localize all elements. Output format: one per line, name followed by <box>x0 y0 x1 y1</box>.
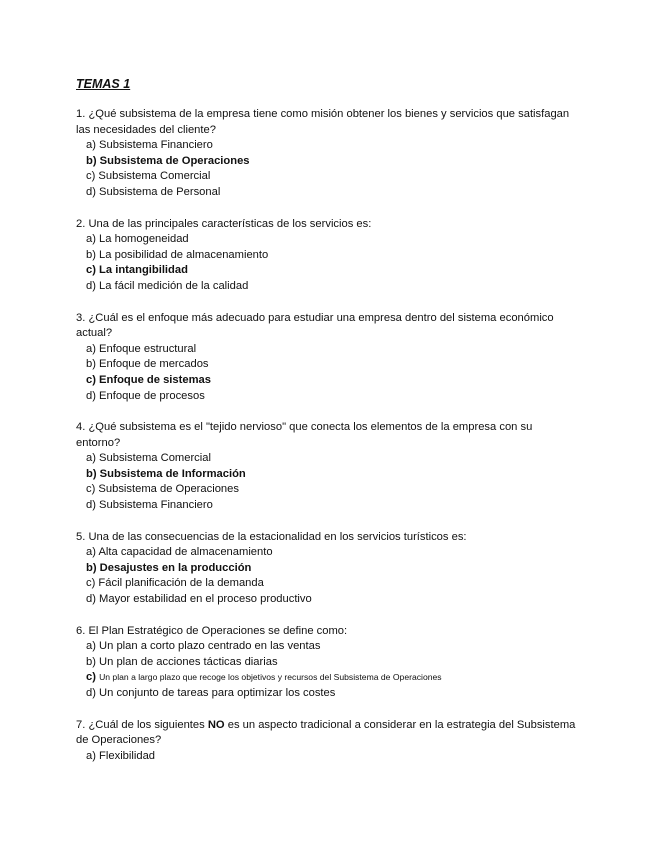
answer-option: a) Flexibilidad <box>86 749 156 762</box>
answer-option-correct: c) La intangibilidad <box>86 264 188 277</box>
question-text: 6. El Plan Estratégico de Operaciones se define como: <box>76 624 348 637</box>
answer-option: c) Subsistema Comercial <box>86 170 211 183</box>
question-text-part: es un aspecto tradicional a considerar en la estrategia del Subsistema de Operaciones? <box>76 718 576 747</box>
question-text-part: 7. ¿Cuál de los siguientes <box>76 718 208 731</box>
question-text <box>76 718 576 749</box>
answer-option: a) Un plan a corto plazo centrado en las ventas <box>86 640 321 653</box>
answer-option: d) Un conjunto de tareas para optimizar los costes <box>86 687 336 699</box>
answer-option: d) Subsistema de Personal <box>86 185 221 198</box>
answer-option: a) Subsistema Comercial <box>86 452 211 465</box>
answer-options <box>76 639 576 701</box>
question-text: 1. ¿Qué subsistema de la empresa tiene como misión obtener los bienes y servicios que satisfagan las necesidades del cliente? <box>76 108 570 136</box>
answer-option: c) Subsistema de Operaciones <box>86 483 239 496</box>
question-text: 3. ¿Cuál es el enfoque más adecuado para estudiar una empresa dentro del sistema económico actual? <box>76 311 554 340</box>
answer-options <box>76 545 576 607</box>
answer-option: a) Enfoque estructural <box>86 342 197 355</box>
answer-options <box>76 749 576 765</box>
question-1 <box>76 107 576 201</box>
question-text: 5. Una de las consecuencias de la estacionalidad en los servicios turísticos es: <box>76 530 467 543</box>
question-6 <box>76 624 576 702</box>
answer-option-correct: b) Subsistema de Información <box>86 467 246 480</box>
answer-option-correct <box>86 670 576 686</box>
answer-options <box>76 232 576 294</box>
answer-options <box>76 342 576 404</box>
answer-options <box>76 451 576 513</box>
answer-option: c) Fácil planificación de la demanda <box>86 577 264 590</box>
answer-option: d) La fácil medición de la calidad <box>86 279 249 292</box>
document-page <box>76 76 576 780</box>
answer-option-correct: b) Subsistema de Operaciones <box>86 154 250 167</box>
document-heading: TEMAS 1 <box>76 77 131 91</box>
answer-option: d) Subsistema Financiero <box>86 499 213 512</box>
answer-option: b) Enfoque de mercados <box>86 358 209 371</box>
answer-option: b) Un plan de acciones tácticas diarias <box>86 655 278 668</box>
answer-option-correct: c) Enfoque de sistemas <box>86 373 211 386</box>
answer-option-correct: b) Desajustes en la producción <box>86 561 252 574</box>
question-3 <box>76 311 576 405</box>
answer-text: Un plan a largo plazo que recoge los objetivos y recursos del Subsistema de Operaciones <box>99 672 442 683</box>
question-7 <box>76 718 576 765</box>
answer-option: a) Subsistema Financiero <box>86 139 213 152</box>
answer-letter: c) <box>86 671 96 684</box>
answer-option: d) Enfoque de procesos <box>86 389 205 402</box>
question-text-emphasis: NO <box>207 718 225 731</box>
question-4 <box>76 420 576 514</box>
answer-option: a) La homogeneidad <box>86 233 189 246</box>
answer-option: d) Mayor estabilidad en el proceso productivo <box>86 593 312 606</box>
question-text: 4. ¿Qué subsistema es el "tejido nervioso" que conecta los elementos de la empresa con su entorno? <box>76 421 533 449</box>
answer-option: b) La posibilidad de almacenamiento <box>86 248 269 261</box>
question-2 <box>76 217 576 295</box>
question-text: 2. Una de las principales características de los servicios es: <box>76 217 372 230</box>
answer-options <box>76 138 576 200</box>
question-5 <box>76 530 576 608</box>
answer-option: a) Alta capacidad de almacenamiento <box>86 546 273 559</box>
